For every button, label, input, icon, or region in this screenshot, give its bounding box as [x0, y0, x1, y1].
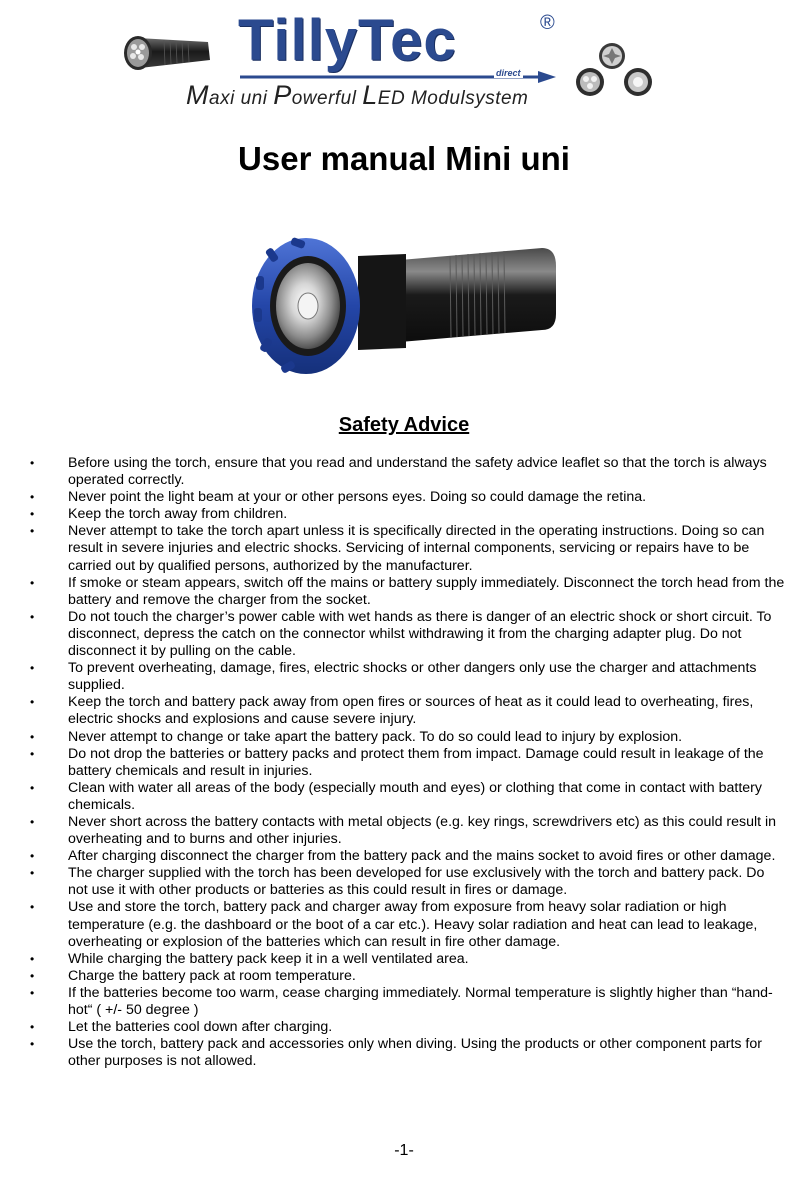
- list-item-text: Use and store the torch, battery pack and charger away from exposure from heavy solar radiation or high temperature (e.g. the dashboard or the boot of a car etc.). Heavy solar radiation and heat can lead to leakage, overheating or explosion of the batteries which can result in fire other damage.: [68, 899, 758, 950]
- list-item: [28, 660, 788, 694]
- list-item: [28, 848, 788, 865]
- list-item-text: To prevent overheating, damage, fires, electric shocks or other dangers only use the charger and attachments supplied.: [68, 660, 757, 694]
- list-item: [28, 1019, 788, 1036]
- bullet-icon: •: [30, 900, 35, 915]
- list-item-text: Do not touch the charger’s power cable with wet hands as there is danger of an electric shock or short circuit. To disconnect, depress the catch on the connector whilst withdrawing it from the charging adapter plug. Do not disconnect it by pulling on the cable.: [68, 608, 772, 660]
- list-item: [28, 489, 788, 506]
- list-item: [28, 1036, 788, 1070]
- list-item-text: If smoke or steam appears, switch off the mains or battery supply immediately. Disconnect the torch head from the battery and remove the charger from the socket.: [68, 574, 785, 608]
- brand-header: [0, 0, 808, 120]
- list-item-text: Use the torch, battery pack and accessories only when diving. Using the products or other component parts for other purposes is not allowed.: [68, 1036, 762, 1070]
- list-item-text: After charging disconnect the charger from the battery pack and the mains socket to avoid fires or other damage.: [68, 848, 776, 865]
- tagline-initial-p: P: [273, 80, 292, 110]
- list-item: [28, 814, 788, 848]
- safety-advice-list: [28, 455, 788, 1070]
- brand-tagline: [186, 80, 606, 111]
- tagline-initial-l: L: [362, 80, 378, 110]
- bullet-icon: •: [30, 661, 35, 676]
- list-item: [28, 729, 788, 746]
- bullet-icon: •: [30, 780, 35, 795]
- bullet-icon: •: [30, 729, 35, 744]
- list-item-text: Do not drop the batteries or battery packs and protect them from impact. Damage could result in leakage of the battery chemicals and result in injuries.: [68, 745, 764, 779]
- bullet-icon: •: [30, 575, 35, 590]
- list-item-text: Never attempt to change or take apart the battery pack. To do so could lead to injury by explosion.: [68, 728, 683, 745]
- registered-mark: ®: [540, 12, 555, 34]
- flashlight-product-image: [250, 226, 560, 386]
- bullet-icon: •: [30, 814, 35, 829]
- list-item-text: Keep the torch and battery pack away from open fires or sources of heat as it could lead to overheating, fires, electric shocks and explosions and cause severe injury.: [68, 694, 754, 728]
- tagline-part-1: axi uni: [209, 88, 274, 109]
- list-item: [28, 951, 788, 968]
- brand-name: TillyTec: [238, 8, 457, 73]
- list-item: [28, 609, 788, 660]
- bullet-icon: •: [30, 849, 35, 864]
- list-item-text: Let the batteries cool down after charging.: [68, 1019, 333, 1036]
- list-item-text: Charge the battery pack at room temperature.: [68, 967, 356, 984]
- bullet-icon: •: [30, 1020, 35, 1035]
- torch-thumbnail-image: [118, 28, 214, 80]
- bullet-icon: •: [30, 695, 35, 710]
- section-heading-safety-advice: Safety Advice: [338, 414, 470, 436]
- brand-logo: [238, 6, 568, 86]
- list-item: [28, 985, 788, 1019]
- bullet-icon: •: [30, 456, 35, 470]
- tagline-part-2: owerful: [291, 88, 363, 109]
- list-item-text: If the batteries become too warm, cease charging immediately. Normal temperature is slightly higher than “hand-hot“ ( +/- 50 degree ): [68, 984, 773, 1018]
- bullet-icon: •: [30, 866, 35, 881]
- brand-sub-label: direct: [496, 68, 521, 78]
- tagline-initial-m: M: [186, 80, 209, 110]
- list-item: [28, 506, 788, 523]
- list-item-text: Never attempt to take the torch apart unless it is specifically directed in the operating instructions. Doing so can result in severe injuries and electric shocks. Servicing of internal components, servicing or repairs have to be carried out by qualified persons, authorized by the manufacturer.: [68, 523, 765, 574]
- list-item-text: While charging the battery pack keep it in a well ventilated area.: [68, 950, 469, 967]
- bullet-icon: •: [30, 985, 35, 1000]
- tagline-part-3: ED Modulsystem: [377, 88, 529, 109]
- list-item: [28, 746, 788, 780]
- list-item: [28, 455, 788, 489]
- page-number: -1-: [394, 1142, 414, 1159]
- bullet-icon: •: [30, 746, 35, 761]
- bullet-icon: •: [30, 609, 35, 624]
- page-title: User manual Mini uni: [238, 140, 570, 177]
- bullet-icon: •: [30, 1037, 35, 1052]
- list-item: [28, 968, 788, 985]
- list-item: [28, 865, 788, 899]
- list-item: [28, 780, 788, 814]
- list-item: [28, 899, 788, 950]
- list-item: [28, 575, 788, 609]
- bullet-icon: •: [30, 524, 35, 539]
- list-item-text: Keep the torch away from children.: [68, 506, 288, 523]
- list-item-text: Never point the light beam at your or other persons eyes. Doing so could damage the retina.: [68, 489, 647, 506]
- bullet-icon: •: [30, 490, 35, 505]
- list-item-text: Clean with water all areas of the body (especially mouth and eyes) or clothing that come in contact with battery chemicals.: [68, 779, 762, 813]
- list-item-text: Before using the torch, ensure that you read and understand the safety advice leaflet so that the torch is always operated correctly.: [68, 455, 767, 489]
- list-item: [28, 523, 788, 574]
- bullet-icon: •: [30, 951, 35, 966]
- list-item-text: Never short across the battery contacts with metal objects (e.g. key rings, screwdrivers etc) as this could result in overheating and to burns and other injuries.: [68, 813, 777, 848]
- list-item: [28, 694, 788, 728]
- bullet-icon: •: [30, 968, 35, 983]
- list-item-text: The charger supplied with the torch has been developed for use exclusively with the torch and battery pack. Do not use it with other products or batteries as this could result in fires or damage.: [68, 865, 765, 899]
- bullet-icon: •: [30, 507, 35, 522]
